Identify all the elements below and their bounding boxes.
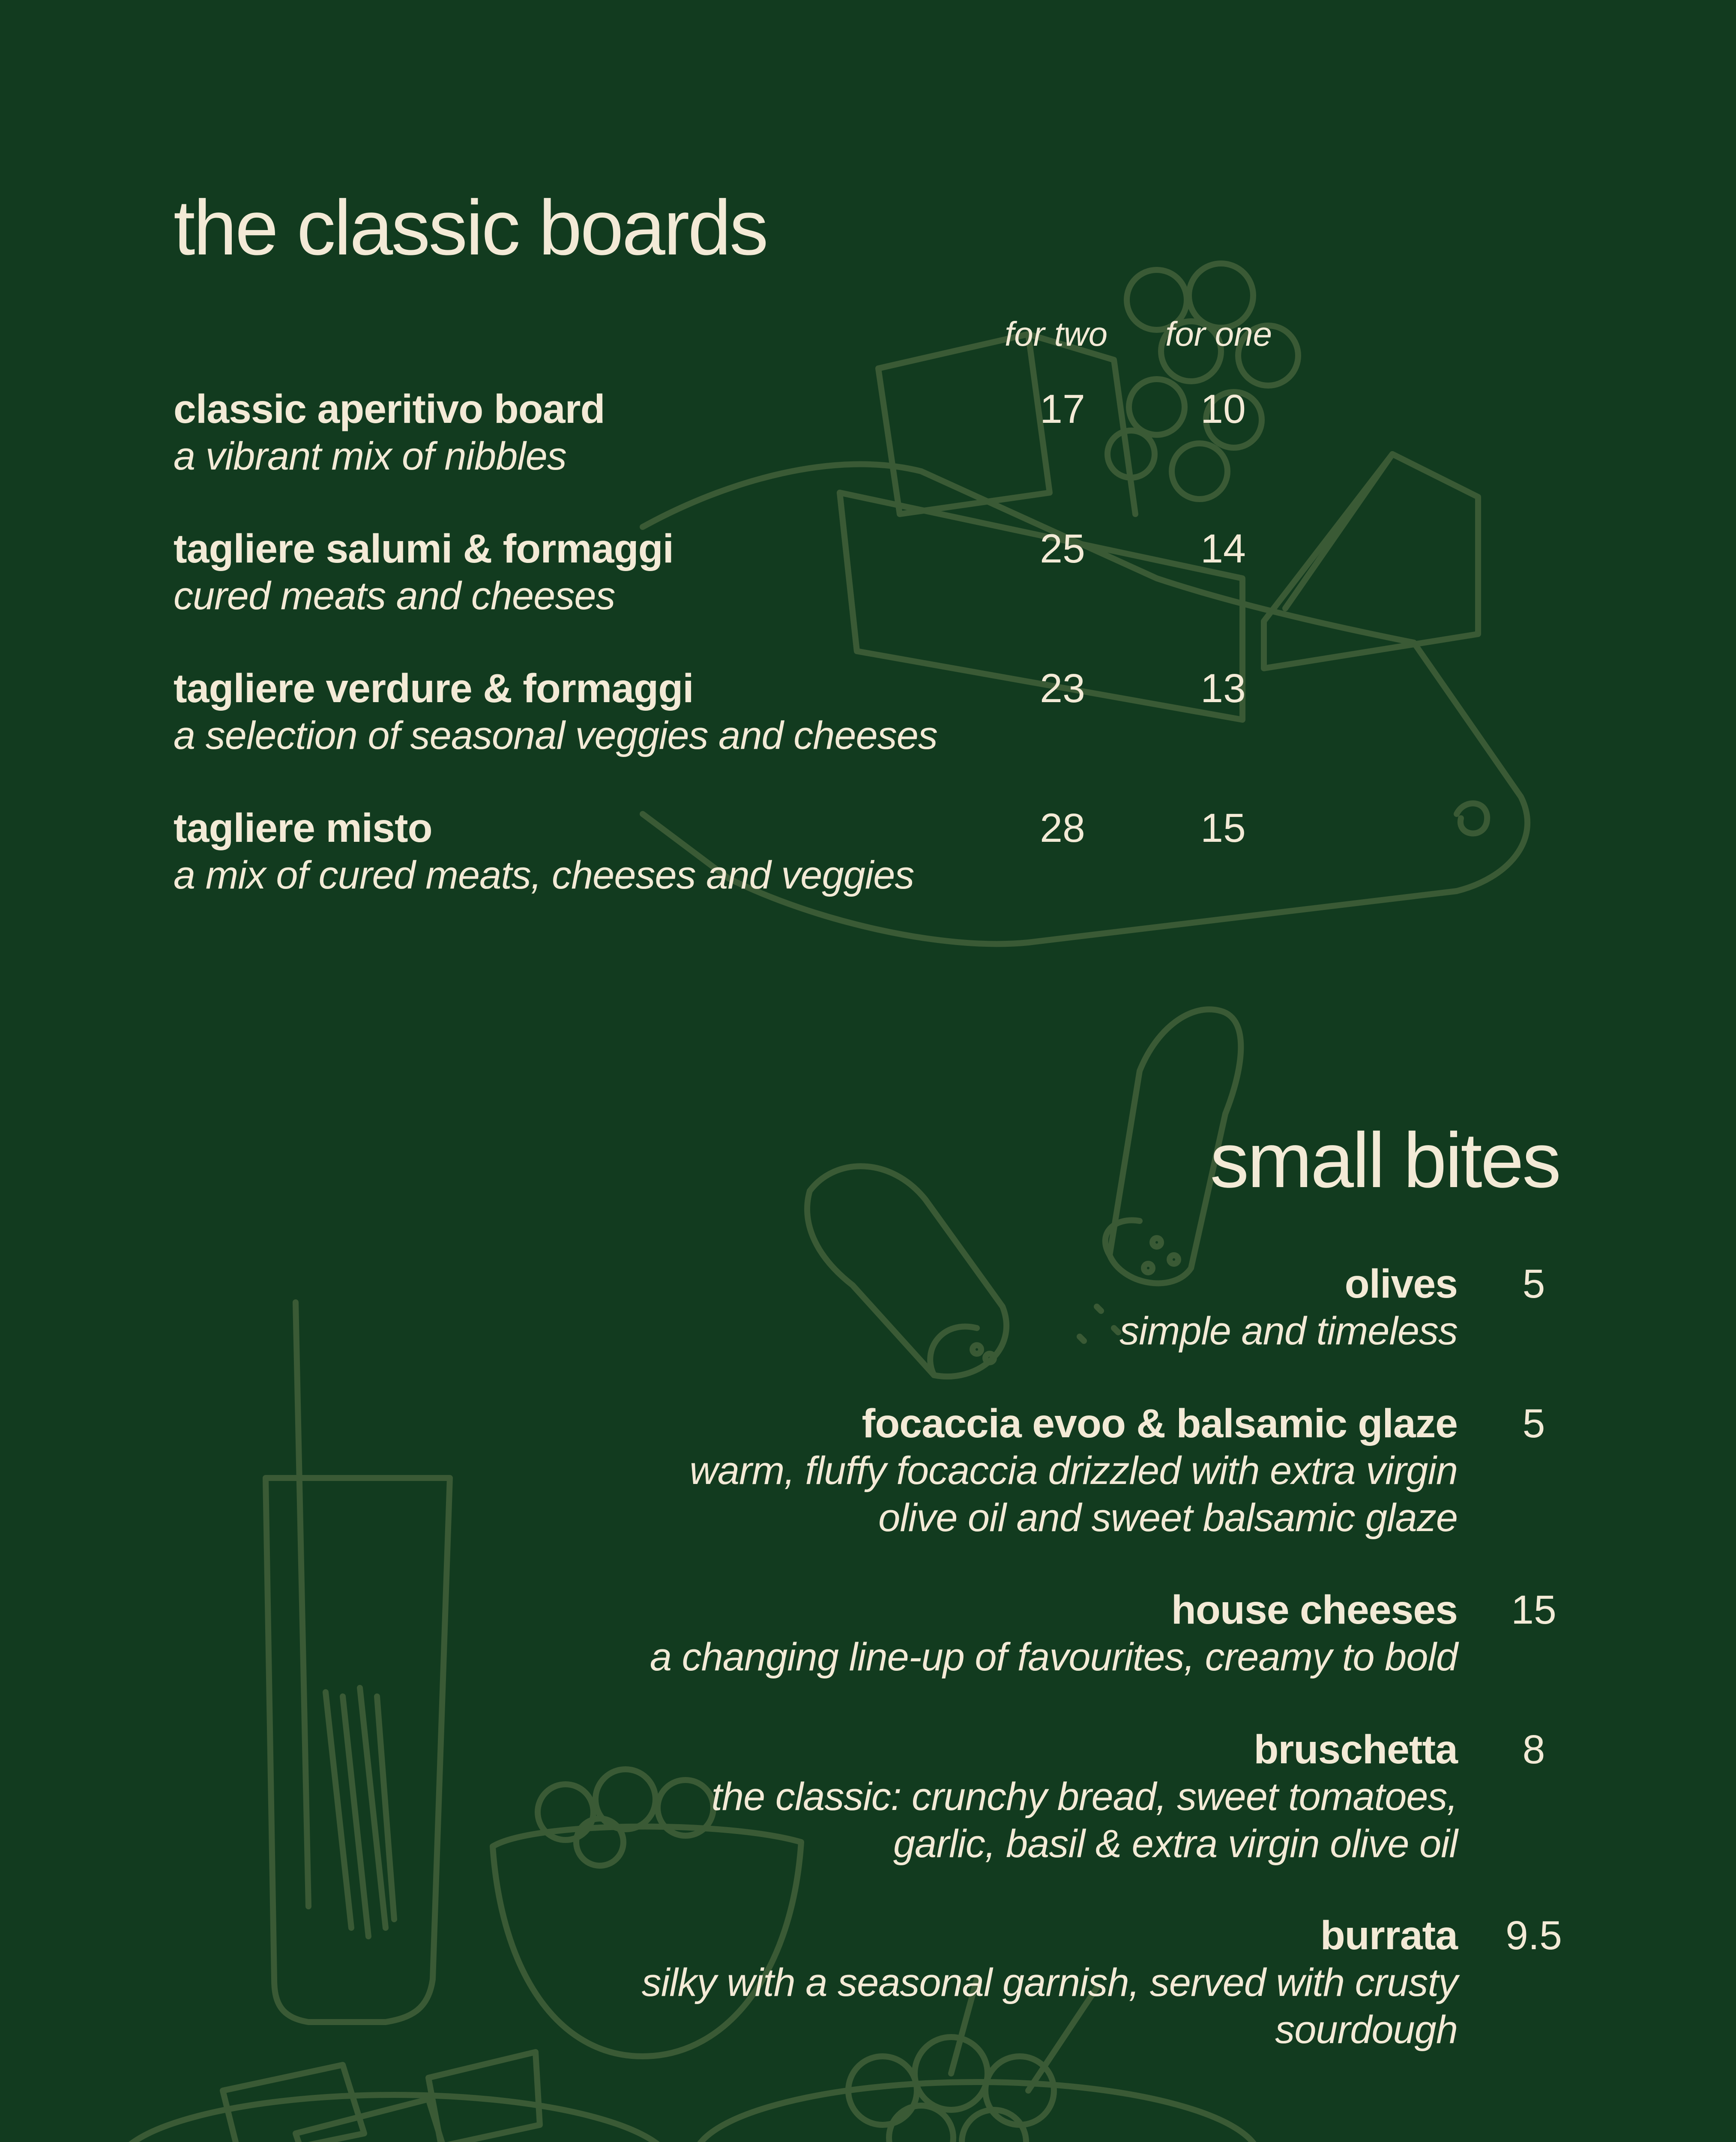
section-title-classic-boards: the classic boards [174, 184, 767, 271]
board-item [174, 805, 914, 899]
bite-price: 5 [1522, 1401, 1545, 1446]
board-item-name: tagliere misto [174, 805, 432, 851]
bite-item-desc: garlic, basil & extra virgin olive oil [893, 1822, 1458, 1866]
bite-item-name: bruschetta [1254, 1727, 1458, 1772]
board-item-desc: cured meats and cheeses [174, 574, 615, 618]
bite-item-desc: a changing line-up of favourites, creamy to bold [650, 1635, 1458, 1679]
board-price-for-one: 14 [1200, 526, 1246, 571]
board-price-for-two: 23 [1040, 666, 1085, 711]
board-price-for-two: 17 [1040, 386, 1085, 432]
bite-item-desc: simple and timeless [1119, 1309, 1458, 1353]
bite-item [689, 1400, 1458, 1541]
drink-glass-illustration [266, 1302, 450, 2022]
board-item [174, 386, 605, 480]
bite-item-name: focaccia evoo & balsamic glaze [862, 1401, 1458, 1446]
board-item-name: tagliere verdure & formaggi [174, 666, 694, 711]
bite-item-desc: warm, fluffy focaccia drizzled with extra virgin [689, 1449, 1458, 1493]
board-item-name: tagliere salumi & formaggi [174, 526, 674, 571]
board-item [174, 525, 673, 619]
bite-item [711, 1726, 1458, 1867]
bite-item-name: house cheeses [1171, 1587, 1458, 1633]
column-header-for-two: for two [1005, 315, 1108, 353]
bite-item [1119, 1260, 1458, 1355]
bite-price: 15 [1511, 1587, 1556, 1633]
bite-price: 5 [1522, 1261, 1545, 1307]
board-item-desc: a selection of seasonal veggies and cheeses [174, 714, 937, 757]
bite-item-desc: the classic: crunchy bread, sweet tomatoes, [711, 1775, 1458, 1819]
bite-item-desc: olive oil and sweet balsamic glaze [878, 1496, 1458, 1540]
bite-item-name: burrata [1320, 1913, 1458, 1958]
column-header-for-one: for one [1165, 315, 1272, 353]
bite-item-desc: silky with a seasonal garnish, served with crusty [641, 1961, 1458, 2004]
bite-item-desc: sourdough [1275, 2008, 1458, 2052]
board-price-for-one: 15 [1200, 805, 1246, 851]
board-price-for-two: 28 [1040, 805, 1085, 851]
section-title-small-bites: small bites [1210, 1116, 1559, 1204]
bite-item [650, 1586, 1458, 1681]
board-item-desc: a mix of cured meats, cheeses and veggies [174, 853, 914, 897]
bite-item-name: olives [1344, 1261, 1458, 1307]
bite-price: 8 [1522, 1727, 1545, 1772]
bite-price: 9.5 [1505, 1913, 1562, 1958]
bite-item [642, 1912, 1458, 2053]
board-item-name: classic aperitivo board [174, 386, 605, 432]
board-item [174, 665, 937, 759]
board-item-desc: a vibrant mix of nibbles [174, 434, 566, 478]
board-price-for-one: 13 [1200, 666, 1246, 711]
board-price-for-two: 25 [1040, 526, 1085, 571]
board-price-for-one: 10 [1200, 386, 1246, 432]
